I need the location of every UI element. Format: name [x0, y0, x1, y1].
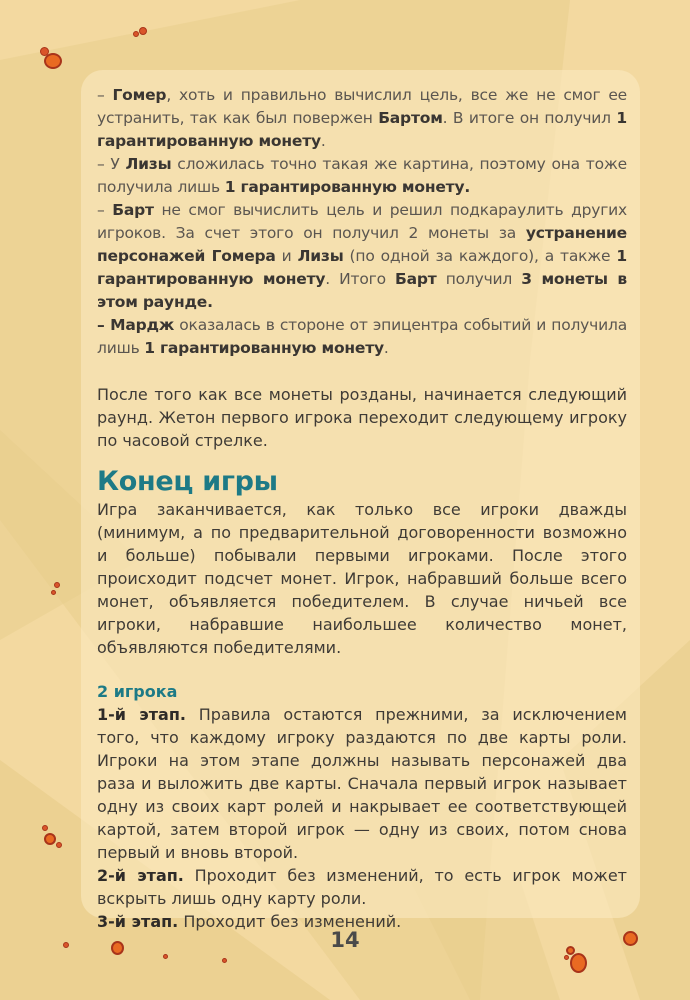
coin-dot-icon — [56, 842, 62, 848]
coin-dot-icon — [222, 958, 227, 963]
coin-dot-icon — [564, 955, 569, 960]
coin-dot-icon — [51, 590, 56, 595]
page-number: 14 — [330, 928, 360, 952]
coin-icon — [44, 833, 56, 845]
result-lisa: – У Лизы сложилась точно такая же картина, поэтому она тоже получила лишь 1 гарантированную монету. — [97, 155, 628, 196]
end-game-text: Игра заканчивается, как только все игроки дважды (минимум, а по предварительной договоренности возможно и больше) побывали первыми игроками. После этого происходит подсчет монет. Игрок, набравший больше всего монет, объявляется победителем. В случае ничьей все игроки, набравшие наибольшее количество монет, объявляются победителями. — [97, 500, 627, 657]
stage-2: 2-й этап. Проходит без изменений, то есть игрок может вскрыть лишь одну карту роли. — [97, 866, 628, 908]
result-marge: – Мардж оказалась в стороне от эпицентра событий и получила лишь 1 гарантированную монету. — [97, 316, 627, 357]
coin-dot-icon — [133, 31, 139, 37]
coin-icon — [44, 53, 62, 69]
coin-dot-icon — [42, 825, 48, 831]
subheading-two-players: 2 игрока — [97, 682, 178, 701]
section-heading-end-game: Конец игры — [97, 466, 278, 497]
page-content — [97, 84, 627, 933]
stage-1: 1-й этап. Правила остаются прежними, за исключением того, что каждому игроку раздаются по две карты роли. Игроки на этом этапе должны называть персонажей два раза и выложить две карты. Сначала первый игрок называет одну из своих карт ролей и накрывает ее соответствующей картой, затем второй игрок — одну из своих, потом снова первый и вновь второй. — [97, 705, 627, 862]
stage-3: 3-й этап. Проходит без изменений. — [97, 912, 402, 931]
coin-icon — [570, 953, 587, 973]
result-homer: – Гомер, хоть и правильно вычислил цель, все же не смог ее устранить, так как был повержен Бартом. В итоге он получил 1 гарантированную монету. — [97, 86, 628, 150]
result-bart: – Барт не смог вычислить цель и решил подкараулить других игроков. За счет этого он получил 2 монеты за устранение персонажей Гомера и Лизы (по одной за каждого), а также 1 гарантированную монету. Итого Барт получил 3 монеты в этом раунде. — [97, 201, 627, 311]
round-results — [97, 84, 627, 360]
next-round-text: После того как все монеты розданы, начинается следующий раунд. Жетон первого игрока переходит следующему игроку по часовой стрелке. — [97, 385, 627, 450]
coin-dot-icon — [139, 27, 147, 35]
coin-dot-icon — [163, 954, 168, 959]
coin-dot-icon — [54, 582, 60, 588]
